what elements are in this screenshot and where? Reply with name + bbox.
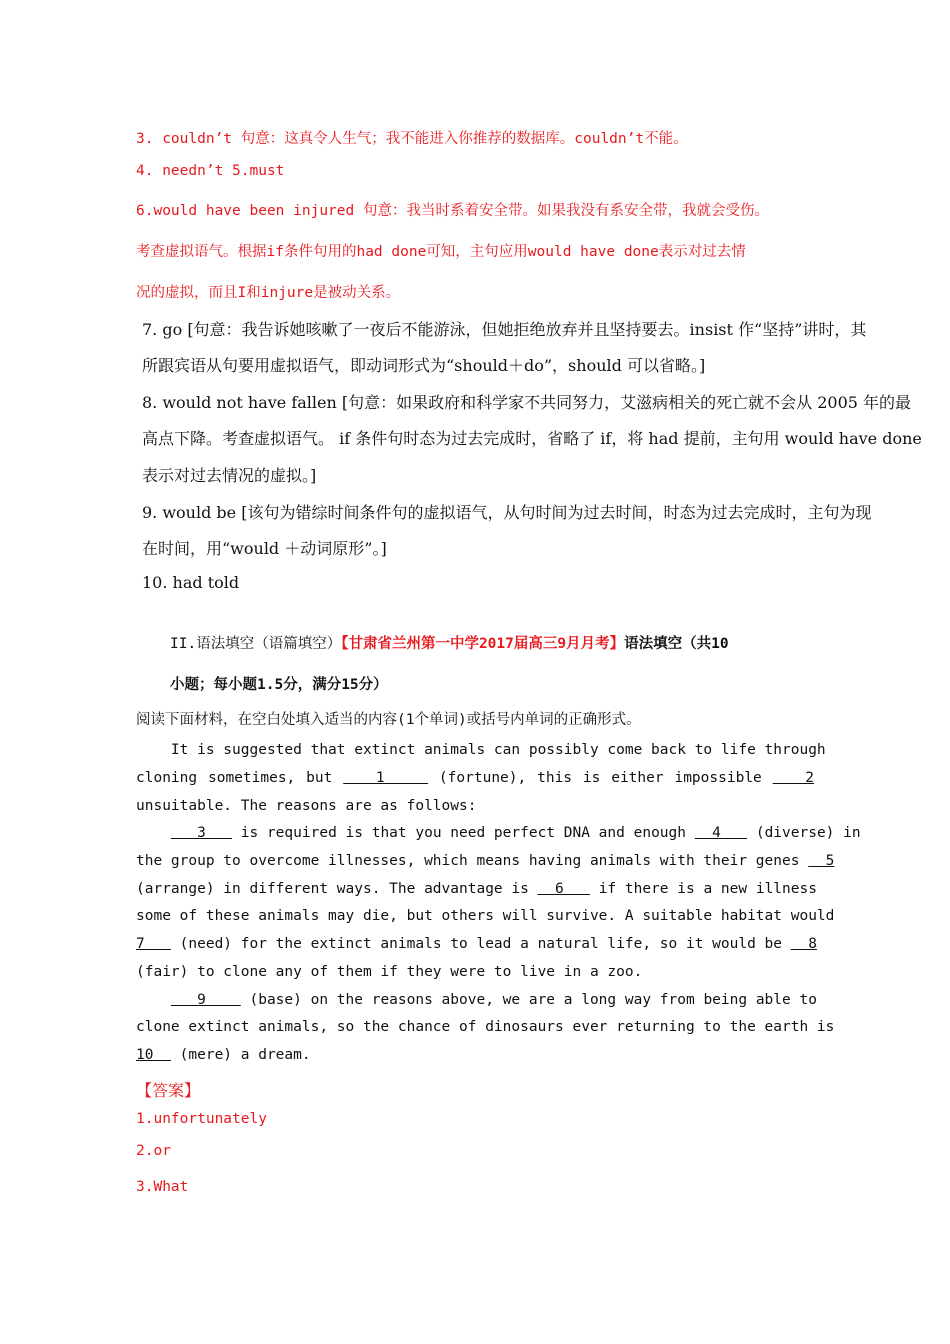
passage-line-11: clone extinct animals, so the chance of dinosaurs ever returning to the earth is bbox=[136, 1019, 835, 1035]
section-title-line-2: 小题；每小题1.5分，满分15分） bbox=[170, 677, 388, 693]
answer-8-line-3: 表示对过去情况的虚拟。] bbox=[142, 466, 317, 485]
passage-line-9: (fair) to clone any of them if they were to live in a zoo. bbox=[136, 964, 643, 980]
answer-6: 6.would have been injured 句意：我当时系着安全带。如果我没有系安全带，我就会受伤。 bbox=[136, 203, 769, 219]
answer-key-item: 1.unfortunately bbox=[136, 1111, 267, 1127]
answer-key-label: 【答案】 bbox=[136, 1081, 201, 1100]
answer-10: 10. had told bbox=[142, 573, 240, 592]
blank-1: 1 bbox=[343, 770, 429, 786]
passage-line-7: some of these animals may die, but others will survive. A suitable habitat would bbox=[136, 908, 835, 924]
blank-4: 4 bbox=[694, 825, 748, 841]
passage-text: (arrange) in different ways. The advantage is bbox=[136, 881, 538, 897]
answer-key-item: 2.or bbox=[136, 1143, 171, 1159]
blank-6: 6 bbox=[537, 881, 590, 897]
answer-key-item: 3.What bbox=[136, 1179, 189, 1195]
passage-line-6 bbox=[136, 881, 817, 897]
passage-text: cloning sometimes, but bbox=[136, 770, 344, 786]
section-title bbox=[170, 632, 729, 653]
answer-6-explanation-2: 况的虚拟，而且I和injure是被动关系。 bbox=[136, 285, 401, 301]
blank-3: 3 bbox=[170, 825, 233, 841]
section-prefix: II.语法填空（语篇填空） bbox=[170, 636, 342, 652]
section-title-tail: 语法填空（共10 bbox=[624, 636, 729, 652]
passage-line-8 bbox=[136, 936, 817, 952]
answer-9-line-1: 9. would be [该句为错综时间条件句的虚拟语气，从句时间为过去时间，时态为过去完成时，主句为现 bbox=[142, 503, 872, 522]
blank-2: 2 bbox=[772, 770, 815, 786]
section-source: 【甘肃省兰州第一中学2017届高三9月月考】 bbox=[341, 636, 625, 652]
section-instruction: 阅读下面材料，在空白处填入适当的内容(1个单词)或括号内单词的正确形式。 bbox=[136, 712, 641, 728]
passage-line-12 bbox=[136, 1047, 814, 1063]
blank-5: 5 bbox=[808, 853, 835, 869]
passage-line-1: It is suggested that extinct animals can possibly come back to life through bbox=[136, 742, 826, 758]
passage-text: (diverse) in bbox=[747, 825, 861, 841]
passage-text: the group to overcome illnesses, which means having animals with their genes bbox=[136, 853, 809, 869]
answer-7-line-1: 7. go [句意：我告诉她咳嗽了一夜后不能游泳，但她拒绝放弃并且坚持要去。insist 作“坚持”讲时，其 bbox=[142, 320, 867, 339]
passage-text: (need) for the extinct animals to lead a natural life, so it would be bbox=[170, 936, 791, 952]
answer-7-line-2: 所跟宾语从句要用虚拟语气，即动词形式为“should＋do”，should 可以省略。] bbox=[142, 356, 706, 375]
blank-7: 7 bbox=[136, 936, 171, 952]
passage-line-10 bbox=[136, 992, 817, 1008]
answer-9-line-2: 在时间，用“would ＋动词原形”。] bbox=[142, 539, 387, 558]
passage-text: is required is that you need perfect DNA and enough bbox=[240, 825, 695, 841]
passage-line-5 bbox=[136, 853, 835, 869]
answer-4-5: 4. needn’t 5.must bbox=[136, 163, 285, 179]
answer-8-line-1: 8. would not have fallen [句意：如果政府和科学家不共同努力，艾滋病相关的死亡就不会从 2005 年的最 bbox=[142, 393, 912, 412]
passage-line-2 bbox=[136, 770, 814, 786]
passage-line-3: unsuitable. The reasons are as follows: bbox=[136, 798, 477, 814]
passage-text: if there is a new illness bbox=[589, 881, 817, 897]
answer-3: 3. couldn’t 句意：这真令人生气；我不能进入你推荐的数据库。couldn’t不能。 bbox=[136, 131, 688, 147]
passage-text: (fortune), this is either impossible bbox=[428, 770, 773, 786]
passage-text: (base) on the reasons above, we are a long way from being able to bbox=[240, 992, 817, 1008]
blank-8: 8 bbox=[790, 936, 817, 952]
answer-8-line-2: 高点下降。考查虚拟语气。 if 条件句时态为过去完成时，省略了 if，将 had 提前，主句用 would have done bbox=[142, 429, 922, 448]
answer-6-explanation-1: 考查虚拟语气。根据if条件句用的had done可知，主句应用would have done表示对过去情 bbox=[136, 244, 746, 260]
blank-10: 10 bbox=[136, 1047, 171, 1063]
blank-9: 9 bbox=[170, 992, 241, 1008]
passage-text: (mere) a dream. bbox=[170, 1047, 311, 1063]
passage-line-4 bbox=[136, 825, 861, 841]
